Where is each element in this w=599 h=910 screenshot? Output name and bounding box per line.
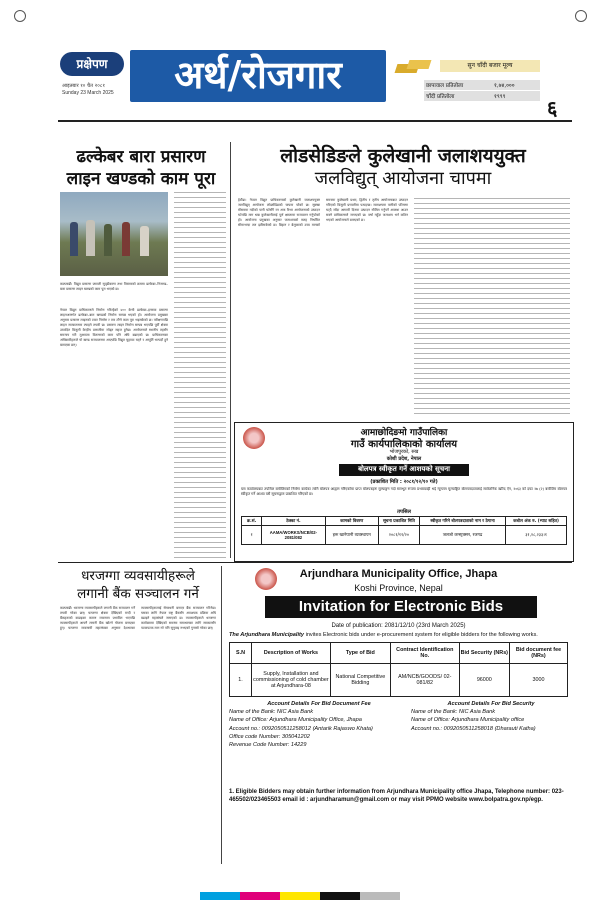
story1-photo [60, 192, 168, 276]
table-header-cell: Contract Identification No. [390, 643, 459, 664]
notice1-header-line3: भोजपुरको, रुख [389, 449, 419, 455]
story2-body-cont [414, 198, 570, 418]
table-header-cell: स्वीकृत गरिने बोलपत्रदाताको नाम र ठेगाना [419, 517, 505, 526]
table-cell: १ [242, 526, 262, 545]
issue-date-np: आइतबार १० चैत २०८१ [62, 83, 106, 89]
notice1-subtitle: (प्रकाशित मिति : २०८१/१२/१० गते) [370, 479, 438, 485]
page-number: ६ [547, 96, 558, 120]
notice2-footnote: 1. Eligible Bidders may obtain further information from Arjundhara Municipality office Jhapa, Telephone number: 023-465502/023465503 email id : arjundharamun@gmail.com or may visit PPMO website www.bolpatra.gov.np/egp. [229, 789, 564, 803]
story1-body: नेपाल विद्युत प्राधिकरणले निर्माण गरिरहेको ४०० केभी ढल्केबर–इनरुवा प्रसारण लाइनअन्तर्गत ढल्केबर–बारा खण्डको निर्माण सम्पन्न भएको हो। आयोजना प्रमुखका अनुसार प्रसारण लाइनको टावर निर्माण र तार टाँग्ने काम पूरा भइसकेको छ। परीक्षणपछि लाइन सञ्चालनमा ल्याइने तयारी छ। प्रसारण लाइन निर्माण सम्पन्न भएपछि पूर्वी क्षेत्रमा उत्पादित बिजुली केन्द्रीय प्रणालीमा जोड्न सहज हुनेछ। आयोजनाले स्थानीय तहसँग समन्वय गरी मुआब्जा वितरणको काम पनि अघि बढाएको छ। प्राधिकरणका अधिकारीहरूले यो खण्ड सञ्चालनमा आएपछि विद्युत चुहावट घट्ने र आपूर्ति भरपर्दो हुने बताएका छन्। [60, 308, 168, 347]
notice1-header-line2: गाउँ कार्यपालिकाको कार्यालय [350, 439, 458, 450]
account-fee-title: Account Details For Bid Document Fee [267, 701, 371, 707]
account-security-line: Name of the Bank: NIC Asia Bank [411, 709, 496, 716]
account-fee-line: Office code Number: 305041202 [229, 733, 310, 740]
gold-row [424, 80, 540, 90]
notice1-title-bar [339, 464, 469, 476]
story-dhalkebar [58, 142, 228, 560]
story1-headline-line1: ढल्केबर बारा प्रसारण [76, 147, 206, 167]
account-security-title: Account Details For Bid Security [447, 701, 535, 707]
account-fee-line: Revenue Code Number: 14229 [229, 742, 307, 749]
gold-price-box [394, 54, 544, 106]
story1-headline-line2: लाइन खण्डको काम पूरा [66, 169, 216, 189]
table-cell: 96000 [459, 664, 509, 697]
story3-headline-line1: धरजग्गा व्यवसायीहरूले [81, 568, 195, 584]
table-header-cell: कबोल अंक रु. (भ्याट सहित) [506, 517, 567, 526]
notice2-intro-bold: The Arjundhara Municipality [229, 632, 305, 638]
registration-mark-icon [14, 10, 26, 22]
table-header-cell: Bid Security (NRs) [459, 643, 509, 664]
column-rule [221, 566, 222, 864]
table-header-cell: क्र.सं. [242, 517, 262, 526]
story3-body: काठमाडौं। धरजग्गा व्यवसायीहरूले लगानी बैंक सञ्चालन गर्ने तयारी गरेका छन्। घरजग्गा क्षेत्रमा देखिएको मन्दी र बैंकहरूको कडाइका कारण व्यवसाय प्रभावित भएपछि व्यवसायीहरूले आफ्नै लगानी बैंक खोल्ने योजना बनाएका हुन्। घरजग्गा व्यवसायी महासंघका अनुसार देशभरका व्यवसायीहरूलाई सेयरधनी बनाएर बैंक सञ्चालन गरिनेछ। यसका लागि नेपाल राष्ट्र बैंकसँग आवश्यक प्रक्रिया अघि बढाइने महासंघले जनाएको छ। व्यवसायीहरूले धरजग्गा कारोबारमा देखिएको समस्या समाधानका लागि सरकारसँग पटकपटक माग गरे पनि सुनुवाइ नभएको गुनासो गरेका छन्। [60, 606, 216, 630]
logo-text: प्रक्षेपण [76, 57, 108, 71]
story2-headline-line1: लोडसेडिङले कुलेखानी जलाशययुक्त [280, 145, 526, 167]
gold-row-value: १,७४,००० [494, 83, 515, 89]
notice1-title: बोलपत्र स्वीकृत गर्ने आशयको सूचना [358, 465, 450, 473]
story-kulekhani [234, 142, 572, 420]
notice2-intro-rest: invites Electronic bids under e-procurement system for eligible bidders for the following works. [304, 632, 538, 638]
story3-headline-line2: लगानी बैंक सञ्चालन गर्ने [77, 586, 199, 602]
table-header-cell: S.N [230, 643, 252, 664]
color-bar [200, 892, 400, 900]
table-row [230, 664, 568, 697]
section-title-bar [130, 50, 386, 102]
table-header-row [230, 643, 568, 664]
registration-mark-icon [575, 10, 587, 22]
account-security-line: Account no.: 0092050511258018 (Dharauti Katha) [411, 725, 536, 732]
notice2-org-name: Arjundhara Municipality Office, Jhapa [299, 568, 498, 580]
gold-box-title: सुन चाँदी बजार मूल्य [440, 60, 540, 72]
notice1-body: यस कार्यालयबाट तपसिल बमोजिमको निर्माण कार्यका लागि बोलपत्र आह्वान गरिएकोमा प्राप्त बोलपत्रहरू मूल्याङ्कन गर्दा सारभूत रूपमा प्रभावग्राही भई न्यूनतम मूल्याङ्कित बोलपत्रदातालाई सार्वजनिक खरिद ऐन, २०६३ को दफा २७ (२) बमोजिम बोलपत्र स्वीकृत गर्ने आशय यसै सूचनाद्वारा प्रकाशित गरिएको छ। [241, 487, 567, 496]
logo [60, 52, 124, 76]
table-cell: 1. [230, 664, 252, 697]
notice1-header-line1: आमाछोदिङमो गाउँपालिका [360, 428, 448, 438]
notice1-header-line4: कोशी प्रदेश, नेपाल [386, 456, 422, 462]
issue-date-en: Sunday 23 March 2025 [62, 90, 114, 96]
table-cell: हरू खानेपानी व्यवस्थापन [325, 526, 378, 545]
notice1-table-title: तपसिल [397, 509, 411, 515]
notice1-table [241, 516, 567, 545]
notice2-table [229, 642, 568, 697]
table-cell: जलजो कन्स्ट्रक्सन, रजगढ [419, 526, 505, 545]
account-fee-block [229, 700, 409, 780]
column-rule [230, 142, 231, 558]
table-cell: National Competitive Bidding [330, 664, 390, 697]
table-header-cell: सूचना प्रकाशित मिति [378, 517, 419, 526]
notice2-intro [229, 632, 572, 638]
table-cell: ३१,२८,२३३।१ [506, 526, 567, 545]
table-header-cell: Type of Bid [330, 643, 390, 664]
table-cell: AM/NCB/GOODS/ 02-081/82 [390, 664, 459, 697]
account-security-line: Name of Office: Arjundhara Municipality office [411, 717, 525, 724]
table-header-cell: Bid document fee (NRs) [509, 643, 567, 664]
table-header-cell: कामको विवरण [325, 517, 378, 526]
table-cell: AAMA/WORKS/NCB/02-2081/082 [262, 526, 326, 545]
story2-headline-line2: जलविद्युत् आयोजना चापमा [314, 168, 492, 189]
table-cell: २०८१/११/२० [378, 526, 419, 545]
table-row [242, 526, 567, 545]
table-header-cell: Description of Works [251, 643, 330, 664]
masthead [0, 0, 599, 142]
table-header-row [242, 517, 567, 526]
notice-aamachodingmo [234, 422, 574, 562]
story1-body-col2 [174, 192, 226, 558]
silver-row-label: चाँदी प्रतितोला [426, 94, 455, 100]
notice2-date-line: Date of publication: 2081/12/10 (23rd March 2025) [331, 623, 466, 629]
notice2-title: Invitation for Electronic Bids [298, 598, 504, 615]
table-cell: 3000 [509, 664, 567, 697]
silver-row-value: १९९९ [494, 94, 506, 100]
table-cell: Supply, Installation and commissioning of cold chamber at Arjundhara-08 [251, 664, 330, 697]
story-real-estate [58, 566, 218, 864]
notice-arjundhara [225, 566, 572, 864]
masthead-rule [58, 120, 572, 122]
section-title: अर्थ/रोजगार [174, 53, 342, 97]
account-fee-line: Name of the Bank: NIC Asia Bank [229, 709, 314, 716]
section-rule [58, 562, 572, 563]
gold-row-label: छापावाल प्रतितोला [426, 83, 464, 89]
story2-body: हेटौंडा। नेपाल विद्युत प्राधिकरणको कुलेखानी जलाशययुक्त जलविद्युत् आयोजना लोडसेडिङको चापमा परेको छ। सुक्खा मौसममा नदीको पानी घटेसँगै रन अफ रिभर आयोजनाको उत्पादन घटेपछि माग धान्न कुलेखानीलाई पूर्ण क्षमतामा सञ्चालन गर्नुपरेको हो। आयोजना प्रमुखका अनुसार जलाशयको सतह निर्धारित सीमाभन्दा तल झरिसकेको छ। बिहान र बेलुकाको उच्च मागको समयमा कुलेखानी प्रथम, द्वितीय र तृतीय आयोजनाबाट उत्पादन गरिएको बिजुली प्रणालीमा पठाइन्छ। जलाशयमा पानीको परिमाण घट्दै जाँदा आगामी दिनमा उत्पादन सीमित गर्नुपर्ने अवस्था आउन सक्ने प्राधिकरणले जनाएको छ। वर्षा नहुँदा जलाशय भर्न कठिन भएको आयोजनाले बताएको छ। [238, 198, 408, 227]
account-fee-line: Account no.: 0092050511258012 (Antarik Rajaswo Khata) [229, 725, 373, 732]
table-header-cell: ठेक्का नं. [262, 517, 326, 526]
account-security-block [411, 700, 571, 750]
account-fee-line: Name of Office: Arjundhara Municipality Office, Jhapa [229, 717, 362, 724]
silver-row [424, 91, 540, 101]
story1-caption: काठमाडौं। विद्युत प्रसारण प्रणाली सुदृढीकरण तथा विस्तारको क्रममा ढल्केबर–निजगढ–बारा प्रसारण लाइन खण्डको काम पूरा भएको छ। [60, 282, 168, 291]
gold-bars-icon [396, 60, 436, 74]
notice2-title-bar [265, 596, 537, 618]
notice2-org-location: Koshi Province, Nepal [354, 583, 443, 593]
